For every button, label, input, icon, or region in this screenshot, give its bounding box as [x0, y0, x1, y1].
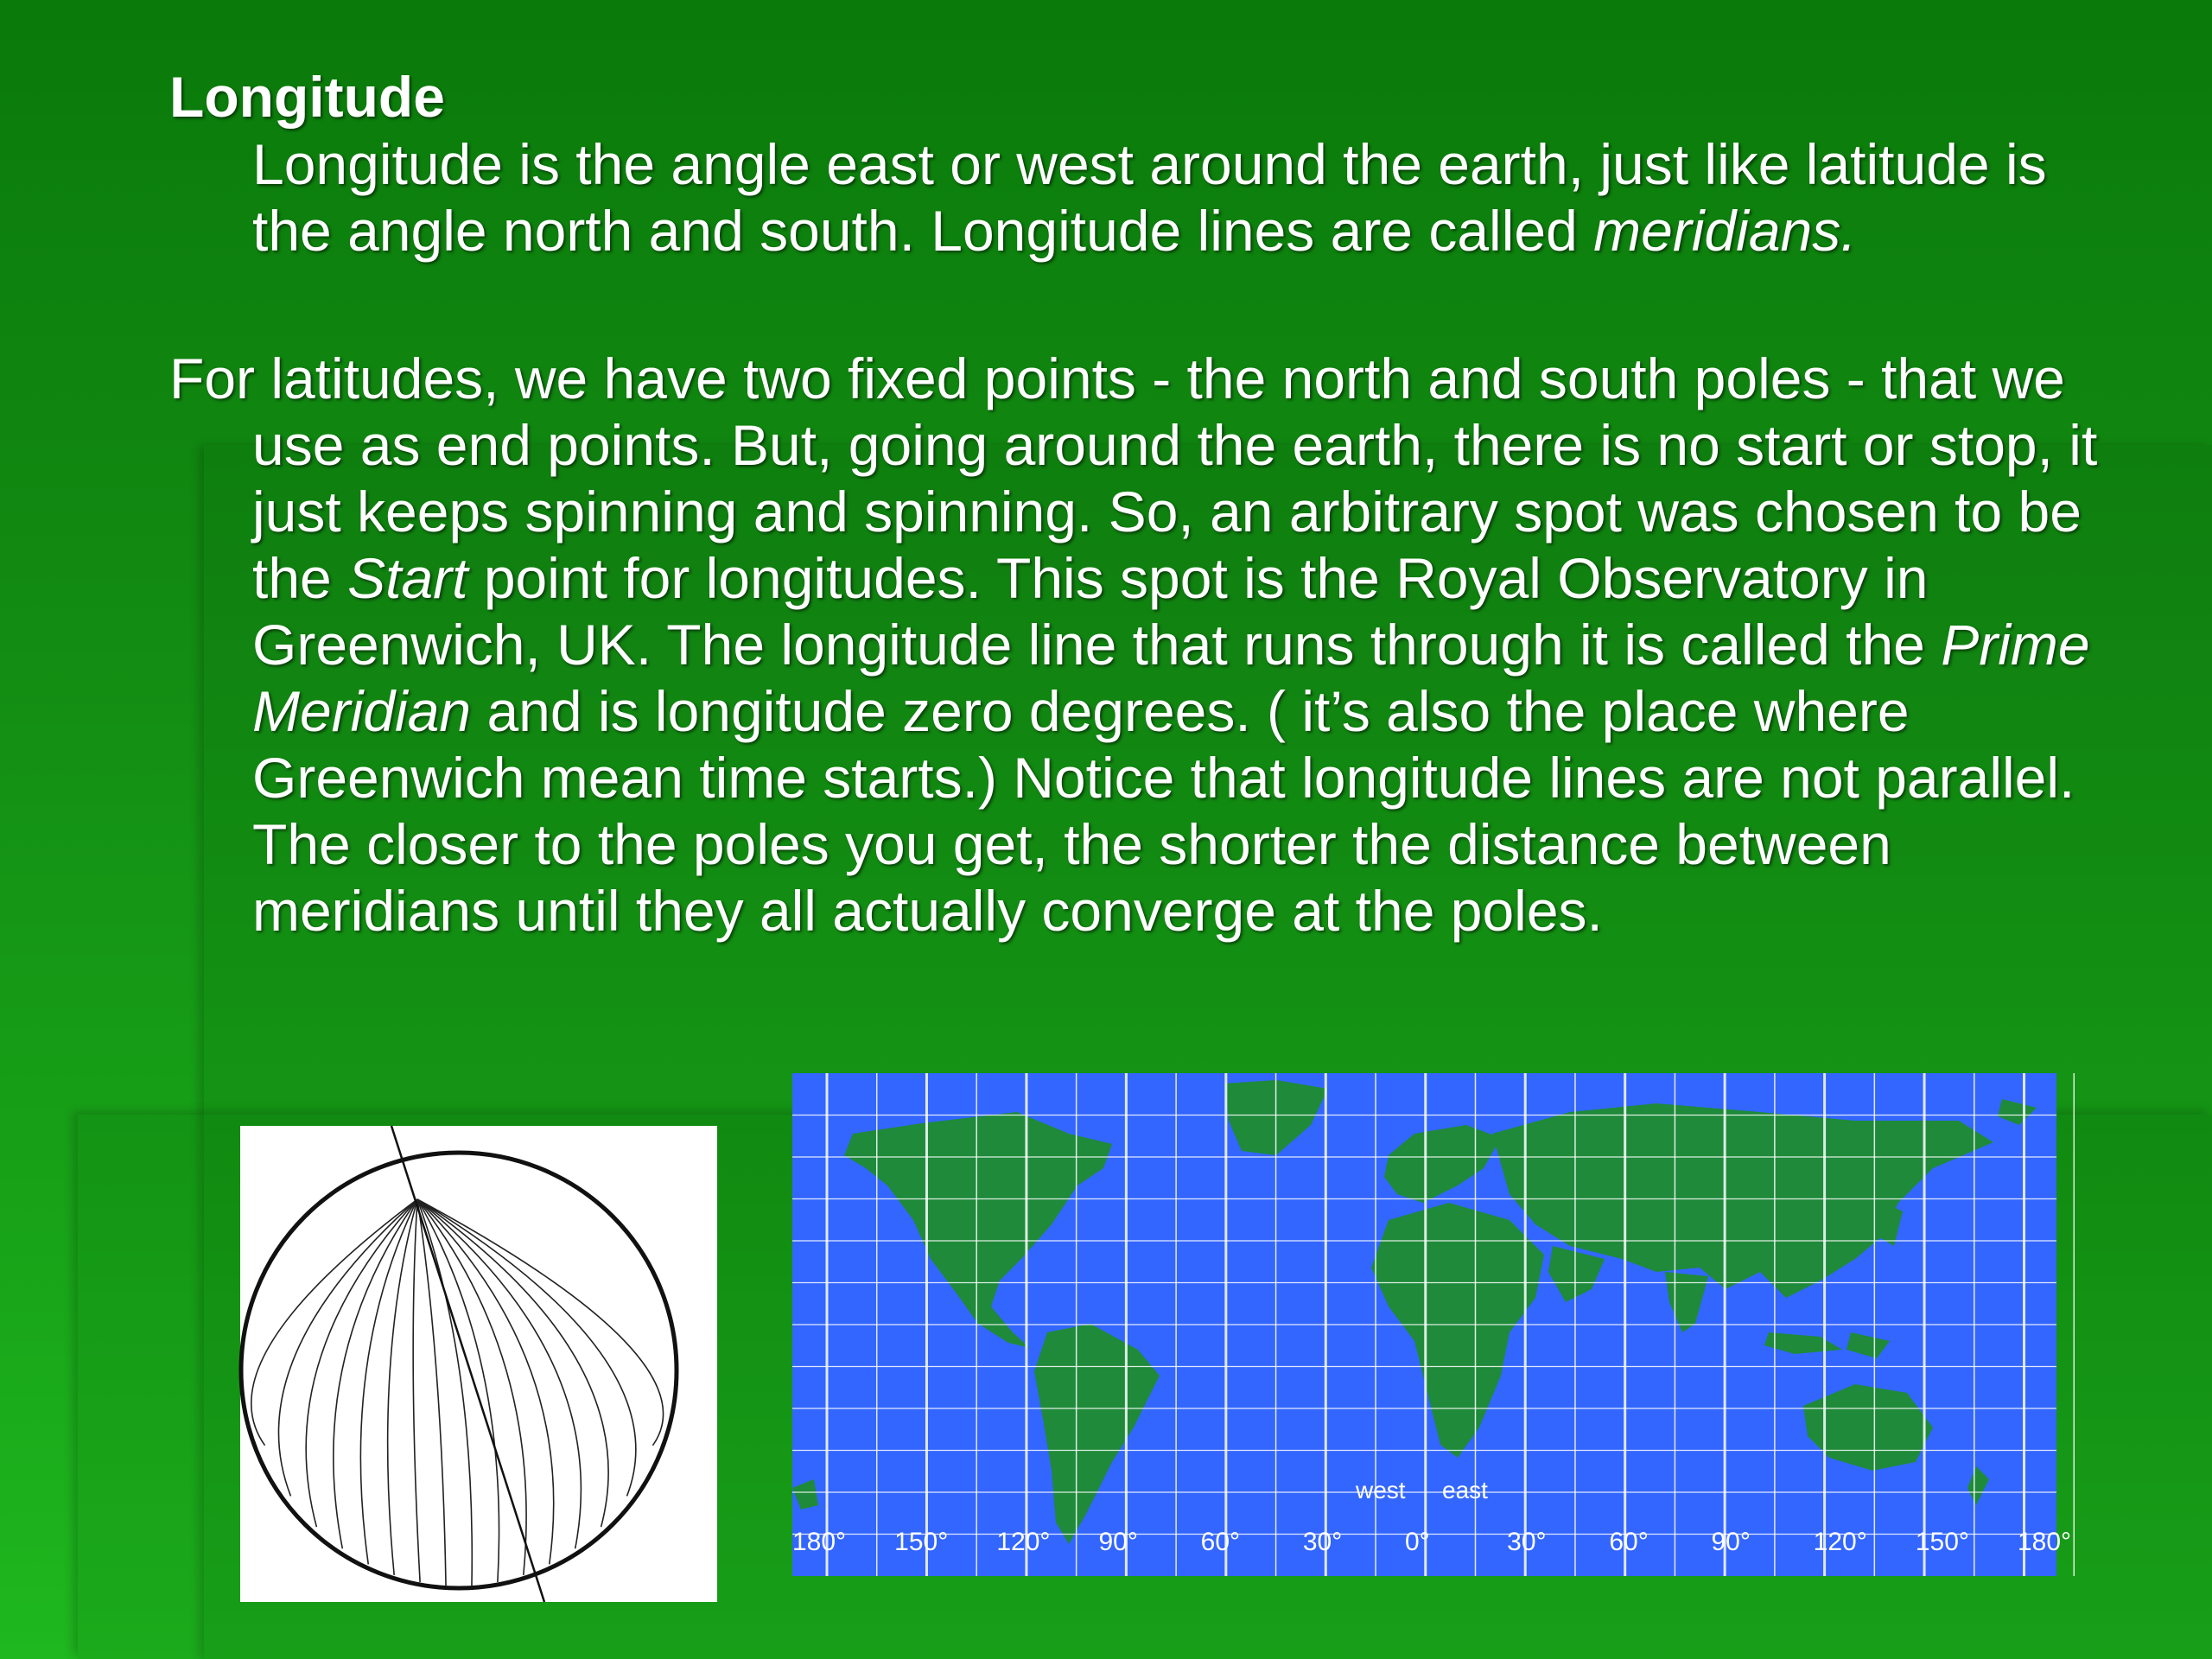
paragraph-text-1: For latitudes, we have two fixed points - the north and south poles - that we use as end points. But, going around the earth, there is no start or stop, it just keeps spinning and spinning. So, an arbitrary spot was chosen to be the	[169, 346, 2098, 610]
globe-meridian-line	[417, 1199, 608, 1527]
world-map-drawing	[792, 1073, 2072, 1576]
start-term: Start	[347, 546, 468, 610]
longitude-label: 30°	[1507, 1528, 1547, 1556]
globe-meridian-line	[417, 1199, 446, 1586]
longitude-label: 150°	[894, 1528, 949, 1556]
globe-axis	[391, 1126, 544, 1602]
west-label: west	[1356, 1477, 1406, 1503]
longitude-label: 90°	[1098, 1528, 1138, 1556]
globe-meridian-line	[417, 1199, 499, 1582]
prime-meridian-paragraph	[169, 346, 2153, 944]
globe-meridian-line	[413, 1199, 420, 1582]
longitude-label: 120°	[996, 1528, 1051, 1556]
globe-illustration	[240, 1126, 717, 1602]
paragraph-text-2: point for longitudes. This spot is the Royal Observatory in Greenwich, UK. The longitude line that runs through it is called the	[252, 546, 1942, 677]
longitude-label: 180°	[2018, 1528, 2072, 1556]
definition-text: Longitude is the angle east or west around the earth, just like latitude is the angle north and south. Longitude lines are called	[252, 132, 2047, 263]
east-label: east	[1442, 1477, 1488, 1503]
longitude-label: 30°	[1302, 1528, 1343, 1556]
globe-meridians-drawing	[240, 1126, 717, 1602]
globe-meridian-line	[417, 1199, 636, 1496]
globe-meridian-line	[306, 1199, 417, 1527]
longitude-label: 60°	[1609, 1528, 1649, 1556]
slide-title: Longitude	[169, 65, 445, 129]
meridians-term: meridians.	[1593, 199, 1857, 263]
world-map	[792, 1073, 2072, 1576]
globe-meridian-line	[417, 1199, 581, 1548]
longitude-label: 0°	[1405, 1528, 1430, 1556]
longitude-label: 60°	[1200, 1528, 1241, 1556]
longitude-label: 90°	[1711, 1528, 1751, 1556]
paragraph-text-3: and is longitude zero degrees. ( it’s also the place where Greenwich mean time starts.) Notice that longitude lines are not parallel. The closer to the poles you get, the shorter the distance between meridians until they all actually converge at the poles.	[252, 679, 2075, 943]
longitude-label: 150°	[1915, 1528, 1969, 1556]
longitude-label: 120°	[1813, 1528, 1867, 1556]
prime-meridian-term: Prime Meridian	[252, 613, 2090, 743]
longitude-label: 180°	[792, 1528, 847, 1556]
longitude-definition	[169, 131, 2110, 264]
